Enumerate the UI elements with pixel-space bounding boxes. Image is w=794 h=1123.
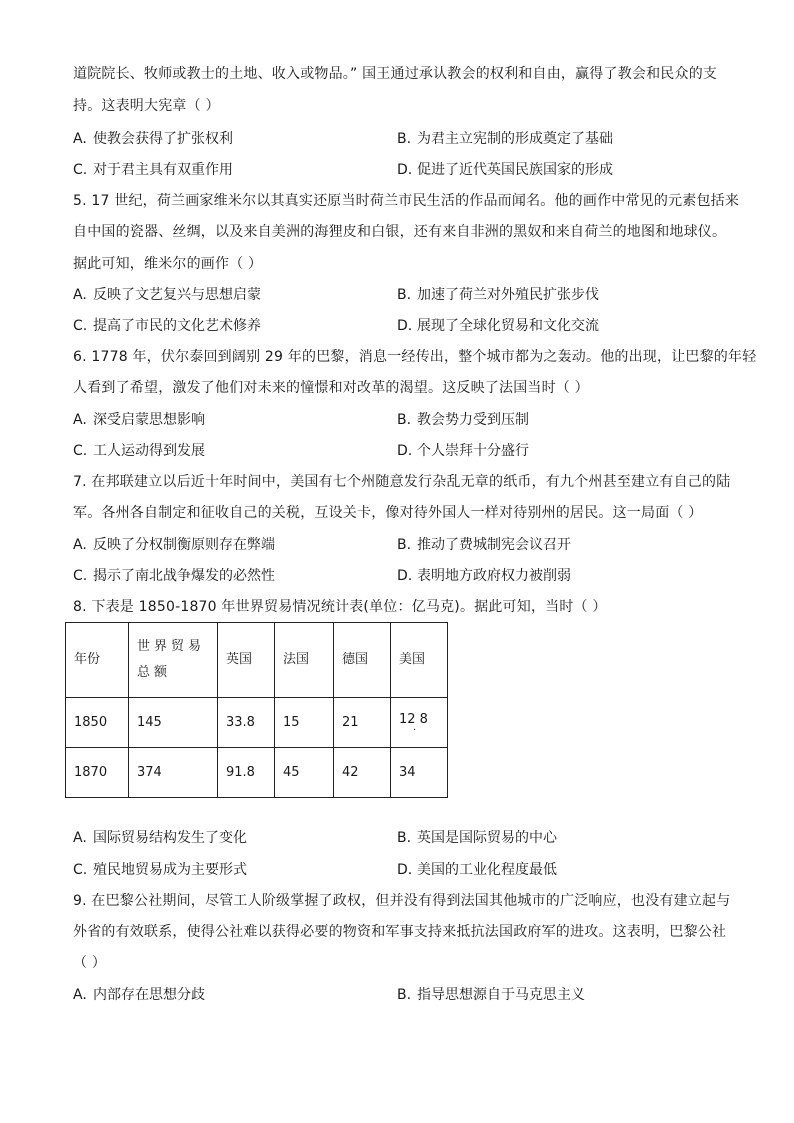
q9-stem-line-1: 9. 在巴黎公社期间，尽管工人阶级掌握了政权，但并没有得到法国其他城市的广泛响应，也没有建立起与 (73, 893, 731, 909)
header-germany: 德国 (334, 623, 391, 698)
header-uk: 英国 (218, 623, 275, 698)
q4-option-b[interactable]: B. 为君主立宪制的形成奠定了基础 (397, 131, 613, 147)
q5-option-b[interactable]: B. 加速了荷兰对外殖民扩张步伐 (397, 287, 599, 303)
q5-stem-line-2: 自中国的瓷器、丝绸，以及来自美洲的海狸皮和白银，还有来自非洲的黑奴和来自荷兰的地图和地球仪。 (73, 224, 727, 240)
q7-stem-line-1: 7. 在邦联建立以后近十年时间中，美国有七个州随意发行杂乱无章的纸币，有九个州甚至建立有自己的陆 (73, 474, 731, 490)
q7-option-a[interactable]: A. 反映了分权制衡原则存在弊端 (73, 537, 275, 553)
q6-stem-line-1: 6. 1778 年，伏尔泰回到阔别 29 年的巴黎，消息一经传出，整个城市都为之轰动。他的出现，让巴黎的年轻 (73, 349, 757, 365)
cell-usa: 12 8 · (391, 698, 448, 748)
table-header-row (66, 623, 448, 698)
q4-option-c[interactable]: C. 对于君主具有双重作用 (73, 162, 233, 178)
q7-option-b[interactable]: B. 推动了费城制宪会议召开 (397, 537, 571, 553)
cell-uk: 91.8 (218, 748, 275, 798)
q5-stem-line-1: 5. 17 世纪，荷兰画家维米尔以其真实还原当时荷兰市民生活的作品而闻名。他的画作中常见的元素包括来 (73, 193, 740, 209)
q6-option-a[interactable]: A. 深受启蒙思想影响 (73, 412, 205, 428)
cell-year: 1850 (66, 698, 129, 748)
q7-option-d[interactable]: D. 表明地方政府权力被削弱 (397, 568, 571, 584)
cell-world-total: 145 (129, 698, 218, 748)
q6-option-b[interactable]: B. 教会势力受到压制 (397, 412, 529, 428)
q5-option-a[interactable]: A. 反映了文艺复兴与思想启蒙 (73, 287, 261, 303)
q4-option-a[interactable]: A. 使教会获得了扩张权利 (73, 131, 233, 147)
header-year: 年份 (66, 623, 129, 698)
q9-stem-line-3: （ ） (73, 955, 107, 971)
q5-stem-line-3: 据此可知，维米尔的画作（ ） (73, 256, 263, 272)
q6-stem-line-2: 人看到了希望，激发了他们对未来的憧憬和对改革的渴望。这反映了法国当时（ ） (73, 380, 589, 396)
q4-option-d[interactable]: D. 促进了近代英国民族国家的形成 (397, 162, 613, 178)
table-row (66, 698, 448, 748)
header-france: 法国 (275, 623, 334, 698)
q9-option-a[interactable]: A. 内部存在思想分歧 (73, 987, 205, 1003)
cell-germany: 21 (334, 698, 391, 748)
cell-france: 15 (275, 698, 334, 748)
q5-option-d[interactable]: D. 展现了全球化贸易和文化交流 (397, 318, 599, 334)
cell-france: 45 (275, 748, 334, 798)
q4-stem-line-2: 持。这表明大宪章（ ） (73, 98, 220, 114)
q8-option-d[interactable]: D. 美国的工业化程度最低 (397, 862, 557, 878)
cell-uk: 33.8 (218, 698, 275, 748)
table-row (66, 748, 448, 798)
header-world-total: 世界贸易 总额 (129, 623, 218, 698)
cell-world-total: 374 (129, 748, 218, 798)
header-usa: 美国 (391, 623, 448, 698)
q7-option-c[interactable]: C. 揭示了南北战争爆发的必然性 (73, 568, 275, 584)
q6-option-c[interactable]: C. 工人运动得到发展 (73, 443, 205, 459)
trade-stats-table (65, 622, 448, 798)
q6-option-d[interactable]: D. 个人崇拜十分盛行 (397, 443, 529, 459)
q8-option-a[interactable]: A. 国际贸易结构发生了变化 (73, 830, 247, 846)
q8-stem-line-1: 8. 下表是 1850-1870 年世界贸易情况统计表(单位：亿马克)。据此可知，当时（ ） (73, 599, 607, 615)
q7-stem-line-2: 军。各州各自制定和征收自己的关税，互设关卡，像对待外国人一样对待别州的居民。这一局面（ ） (73, 505, 703, 521)
cell-year: 1870 (66, 748, 129, 798)
q4-stem-line-1: 道院院长、牧师或教士的土地、收入或物品。” 国王通过承认教会的权利和自由，赢得了教会和民众的支 (73, 66, 718, 82)
q5-option-c[interactable]: C. 提高了市民的文化艺术修养 (73, 318, 261, 334)
q9-option-b[interactable]: B. 指导思想源自于马克思主义 (397, 987, 585, 1003)
q8-option-b[interactable]: B. 英国是国际贸易的中心 (397, 830, 557, 846)
cell-germany: 42 (334, 748, 391, 798)
cell-usa: 34 (391, 748, 448, 798)
q9-stem-line-2: 外省的有效联系，使得公社难以获得必要的物资和军事支持来抵抗法国政府军的进攻。这表明，巴黎公社 (73, 924, 727, 940)
q8-option-c[interactable]: C. 殖民地贸易成为主要形式 (73, 862, 247, 878)
